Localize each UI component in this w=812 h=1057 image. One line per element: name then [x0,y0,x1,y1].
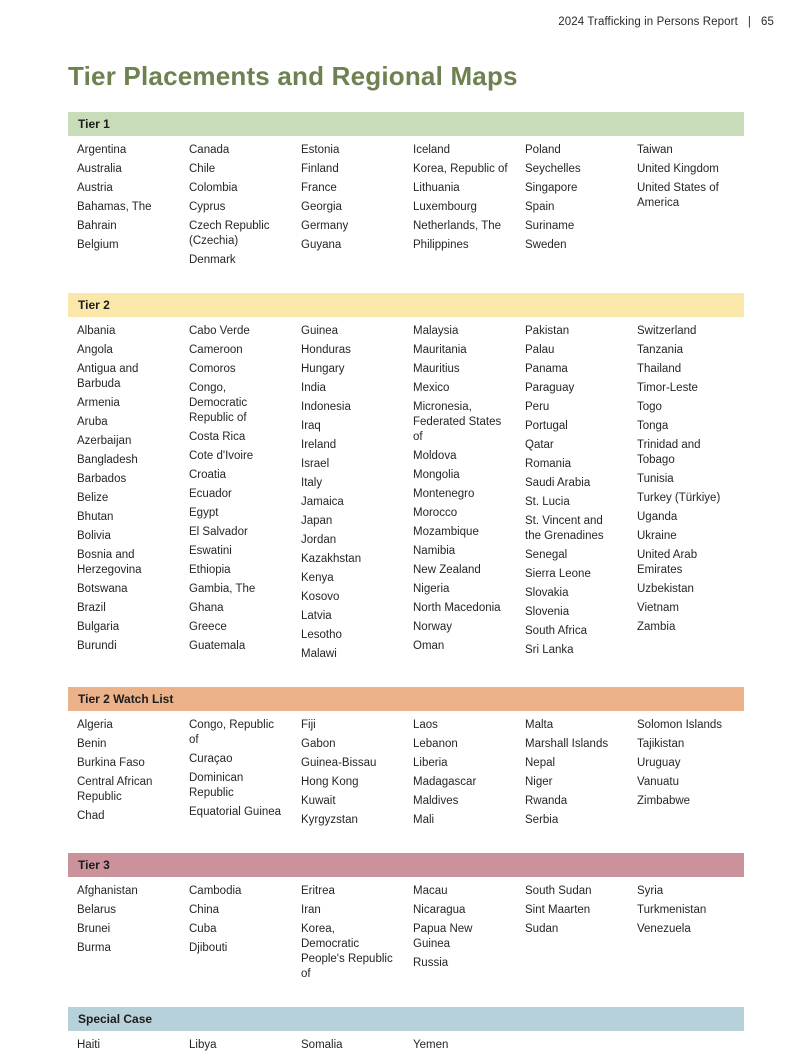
section-label: Special Case [78,1012,153,1026]
country-item: Cote d'Ivoire [189,450,254,462]
country-item: Nigeria [413,583,450,595]
country-item: Kyrgyzstan [301,814,358,826]
country-column [413,884,525,986]
country-item: Korea, Democratic People's Republic of [301,923,393,980]
country-item: Bangladesh [77,454,138,466]
country-column [77,718,189,832]
country-item: Iraq [301,420,321,432]
report-title: 2024 Trafficking in Persons Report [558,16,738,28]
country-column [525,1038,637,1057]
country-item: Cyprus [189,201,226,213]
country-column [189,718,301,832]
country-item: Mexico [413,382,450,394]
country-item: Bolivia [77,530,111,542]
country-column [77,1038,189,1057]
country-item: Antigua and Barbuda [77,363,139,390]
section-tier-2-watch-list [68,687,744,832]
country-item: Belize [77,492,109,504]
country-item: Russia [413,957,449,969]
country-item: Hong Kong [301,776,359,788]
section-header-bar [68,853,744,877]
country-item: Jordan [301,534,337,546]
country-item: Japan [301,515,333,527]
country-item: Mauritania [413,344,467,356]
country-item: Fiji [301,719,316,731]
country-item: Lithuania [413,182,460,194]
country-item: Korea, Republic of [413,163,508,175]
country-column [637,143,749,272]
country-item: Rwanda [525,795,568,807]
country-item: Serbia [525,814,559,826]
section-tier-3 [68,853,744,986]
country-item: Honduras [301,344,351,356]
country-column [525,884,637,986]
section-header-bar [68,293,744,317]
country-item: Canada [189,144,230,156]
country-item: Congo, Republic of [189,719,275,746]
country-item: Cabo Verde [189,325,250,337]
country-item: Costa Rica [189,431,246,443]
page-title: Tier Placements and Regional Maps [68,61,518,91]
country-item: Curaçao [189,753,233,765]
country-item: Spain [525,201,555,213]
country-item: Cameroon [189,344,243,356]
country-item: Chad [77,810,105,822]
country-columns [68,136,744,272]
country-item: Papua New Guinea [413,923,473,950]
country-column [189,884,301,986]
country-item: Haiti [77,1039,101,1051]
country-item: Bulgaria [77,621,120,633]
country-columns [68,877,744,986]
country-item: Zambia [637,621,676,633]
country-item: Tunisia [637,473,674,485]
country-item: Greece [189,621,227,633]
country-column [301,143,413,272]
country-item: Slovakia [525,587,569,599]
country-item: Tajikistan [637,738,685,750]
country-item: New Zealand [413,564,481,576]
country-column [77,324,189,666]
country-item: Jamaica [301,496,344,508]
country-item: Liberia [413,757,448,769]
country-item: Uganda [637,511,678,523]
country-item: Ghana [189,602,224,614]
tier-sections [68,112,744,1057]
country-column [189,143,301,272]
country-column [413,1038,525,1057]
country-column [301,718,413,832]
country-item: Kosovo [301,591,340,603]
country-item: Bahamas, The [77,201,152,213]
country-item: Suriname [525,220,575,232]
country-item: Qatar [525,439,554,451]
section-tier-2 [68,293,744,666]
country-item: Mozambique [413,526,479,538]
country-item: Tonga [637,420,669,432]
country-column [525,718,637,832]
country-item: Albania [77,325,116,337]
country-item: France [301,182,337,194]
country-item: Poland [525,144,561,156]
country-item: Kazakhstan [301,553,362,565]
country-item: Oman [413,640,445,652]
country-item: Lesotho [301,629,342,641]
country-item: El Salvador [189,526,248,538]
country-item: United Arab Emirates [637,549,698,576]
country-item: Comoros [189,363,236,375]
country-item: Malta [525,719,554,731]
country-columns [68,711,744,832]
country-item: Burundi [77,640,117,652]
country-column [525,324,637,666]
country-item: Afghanistan [77,885,138,897]
section-header-bar [68,112,744,136]
country-item: Tanzania [637,344,684,356]
country-item: Trinidad and Tobago [637,439,701,466]
country-item: India [301,382,326,394]
country-column [77,884,189,986]
country-item: Guyana [301,239,342,251]
country-item: Denmark [189,254,236,266]
country-item: Romania [525,458,572,470]
page-number: 65 [761,16,774,28]
country-item: Micronesia, Federated States of [413,401,502,443]
country-item: Italy [301,477,323,489]
section-header-bar [68,1007,744,1031]
country-item: Croatia [189,469,227,481]
country-item: Cambodia [189,885,242,897]
section-label: Tier 2 [78,298,110,312]
country-item: Eritrea [301,885,335,897]
country-item: Morocco [413,507,458,519]
country-item: Pakistan [525,325,570,337]
country-item: Ukraine [637,530,677,542]
country-item: Panama [525,363,568,375]
country-item: Laos [413,719,438,731]
country-item: Niger [525,776,553,788]
country-item: Guinea [301,325,339,337]
country-item: Moldova [413,450,457,462]
country-item: Cuba [189,923,217,935]
country-item: Ecuador [189,488,232,500]
country-column [637,324,749,666]
country-item: Chile [189,163,216,175]
country-item: Paraguay [525,382,575,394]
country-item: Mali [413,814,435,826]
country-item: Bosnia and Herzegovina [77,549,142,576]
country-item: Libya [189,1039,217,1051]
country-item: Luxembourg [413,201,477,213]
country-item: Norway [413,621,452,633]
country-columns [68,1031,744,1057]
country-item: Slovenia [525,606,570,618]
section-label: Tier 3 [78,858,110,872]
country-item: St. Lucia [525,496,570,508]
country-column [413,718,525,832]
page-header [0,16,812,28]
country-item: Latvia [301,610,332,622]
country-item: Equatorial Guinea [189,806,282,818]
country-item: Iran [301,904,321,916]
country-item: Germany [301,220,349,232]
country-item: Nepal [525,757,556,769]
country-item: Lebanon [413,738,458,750]
country-item: Montenegro [413,488,475,500]
country-item: Djibouti [189,942,228,954]
country-item: Sint Maarten [525,904,591,916]
section-special-case [68,1007,744,1057]
country-item: Marshall Islands [525,738,609,750]
country-item: Sri Lanka [525,644,574,656]
country-column [189,1038,301,1057]
country-item: Netherlands, The [413,220,502,232]
country-columns [68,317,744,666]
country-item: Congo, Democratic Republic of [189,382,248,424]
country-item: Yemen [413,1039,449,1051]
country-item: Malawi [301,648,337,660]
country-item: Peru [525,401,550,413]
country-column [301,324,413,666]
country-item: Ethiopia [189,564,231,576]
country-item: Kuwait [301,795,336,807]
country-item: Mauritius [413,363,460,375]
country-item: Indonesia [301,401,351,413]
country-item: Georgia [301,201,342,213]
country-item: Bahrain [77,220,117,232]
country-item: Palau [525,344,555,356]
country-item: Finland [301,163,339,175]
country-item: Maldives [413,795,459,807]
country-column [189,324,301,666]
country-item: St. Vincent and the Grenadines [525,515,604,542]
country-item: Portugal [525,420,568,432]
country-item: Sweden [525,239,567,251]
country-item: Sierra Leone [525,568,591,580]
country-column [77,143,189,272]
country-item: Australia [77,163,122,175]
country-item: Turkey (Türkiye) [637,492,721,504]
country-item: Mongolia [413,469,460,481]
country-item: Togo [637,401,662,413]
country-item: Burkina Faso [77,757,145,769]
country-item: Singapore [525,182,578,194]
country-item: Israel [301,458,330,470]
country-item: Philippines [413,239,469,251]
country-item: Estonia [301,144,340,156]
country-column [637,718,749,832]
country-item: Nicaragua [413,904,466,916]
country-item: Zimbabwe [637,795,691,807]
country-item: Sudan [525,923,559,935]
country-item: Armenia [77,397,120,409]
country-item: Algeria [77,719,113,731]
country-item: Belgium [77,239,119,251]
country-item: Iceland [413,144,451,156]
country-item: Gabon [301,738,336,750]
country-item: South Africa [525,625,588,637]
country-item: Uzbekistan [637,583,694,595]
country-item: North Macedonia [413,602,501,614]
country-item: Hungary [301,363,345,375]
country-item: Guinea-Bissau [301,757,377,769]
country-item: Argentina [77,144,127,156]
country-item: Solomon Islands [637,719,723,731]
country-item: Aruba [77,416,108,428]
country-item: United Kingdom [637,163,719,175]
country-item: Czech Republic (Czechia) [189,220,270,247]
country-item: Belarus [77,904,116,916]
country-item: Central African Republic [77,776,153,803]
country-item: Seychelles [525,163,581,175]
country-item: Brazil [77,602,106,614]
country-item: Brunei [77,923,111,935]
country-item: Timor-Leste [637,382,698,394]
country-item: Switzerland [637,325,697,337]
country-item: Madagascar [413,776,477,788]
country-item: Macau [413,885,448,897]
country-item: Thailand [637,363,682,375]
country-item: Angola [77,344,113,356]
country-column [525,143,637,272]
country-item: Malaysia [413,325,459,337]
country-item: Kenya [301,572,334,584]
country-item: Gambia, The [189,583,256,595]
section-label: Tier 1 [78,117,110,131]
country-item: Somalia [301,1039,343,1051]
country-column [637,884,749,986]
country-item: Namibia [413,545,456,557]
country-item: United States of America [637,182,719,209]
country-item: Benin [77,738,107,750]
country-item: Colombia [189,182,238,194]
country-item: Uruguay [637,757,681,769]
country-item: Guatemala [189,640,246,652]
country-item: Vietnam [637,602,679,614]
country-item: Turkmenistan [637,904,707,916]
country-item: Eswatini [189,545,232,557]
country-item: Azerbaijan [77,435,132,447]
country-column [413,143,525,272]
header-divider: | [747,16,751,28]
country-item: Bhutan [77,511,114,523]
country-item: Syria [637,885,664,897]
country-item: Venezuela [637,923,691,935]
country-item: China [189,904,220,916]
country-column [413,324,525,666]
country-column [637,1038,749,1057]
country-item: Dominican Republic [189,772,244,799]
country-item: Ireland [301,439,337,451]
country-item: Vanuatu [637,776,679,788]
country-item: Barbados [77,473,127,485]
country-item: Saudi Arabia [525,477,591,489]
section-label: Tier 2 Watch List [78,692,174,706]
country-item: Austria [77,182,113,194]
section-header-bar [68,687,744,711]
country-item: South Sudan [525,885,592,897]
country-item: Taiwan [637,144,673,156]
country-item: Burma [77,942,111,954]
country-item: Senegal [525,549,568,561]
section-tier-1 [68,112,744,272]
country-item: Botswana [77,583,128,595]
country-column [301,1038,413,1057]
country-column [301,884,413,986]
country-item: Egypt [189,507,219,519]
